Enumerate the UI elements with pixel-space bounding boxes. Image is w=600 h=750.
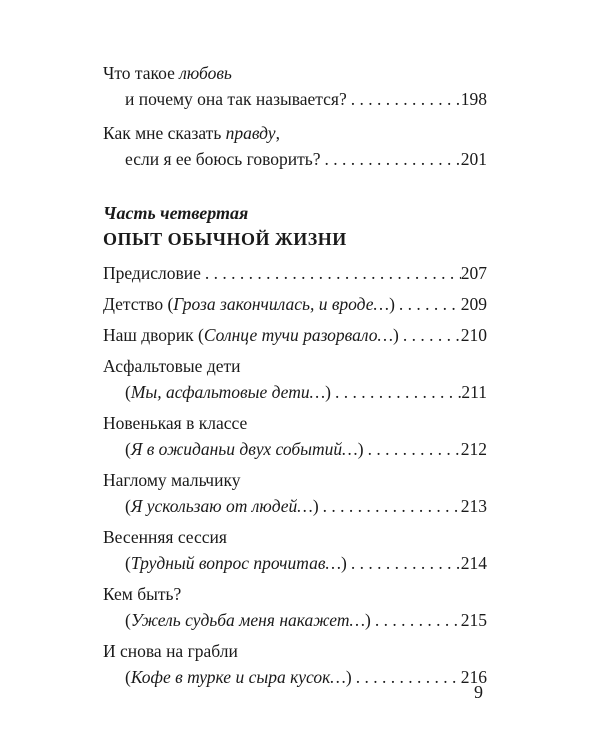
toc-entry: И снова на грабли (Кофе в турке и сыра кусок…) . . . 216 — [103, 638, 487, 690]
page-number: 211 — [461, 382, 487, 402]
page-number: 201 — [460, 149, 487, 169]
leader-dots — [399, 322, 461, 348]
page-number: 215 — [460, 610, 487, 630]
toc-entry: Наглому мальчику (Я ускользаю от людей…) . . . 213 — [103, 467, 487, 519]
leader-dots — [201, 260, 461, 286]
leader-dots — [352, 664, 461, 690]
part-title: ОПЫТ ОБЫЧНОЙ ЖИЗНИ — [103, 229, 347, 249]
toc-entry-love: Что такое любовь и почему она так называется? . . . 198 — [103, 60, 487, 112]
toc-entry: Асфальтовые дети (Мы, асфальтовые дети…) . . . 211 — [103, 353, 487, 405]
leader-dots — [347, 86, 461, 112]
page-number: 212 — [460, 439, 487, 459]
leader-dots — [321, 146, 461, 172]
toc-entry: Наш дворик (Солнце тучи разорвало…) . . . 210 — [103, 322, 487, 348]
leader-dots — [331, 379, 461, 405]
part-label: Часть четвертая — [103, 203, 249, 223]
leader-dots — [395, 291, 461, 317]
toc-entry-truth: Как мне сказать правду, если я ее боюсь говорить? . . . 201 — [103, 120, 487, 172]
folio-page-number: 9 — [474, 682, 483, 702]
leader-dots — [364, 436, 461, 462]
page-number: 198 — [460, 89, 487, 109]
table-of-contents — [103, 60, 487, 690]
page-number: 216 — [460, 667, 487, 687]
page-number: 209 — [460, 294, 487, 314]
page-number: 213 — [460, 496, 487, 516]
toc-entry: Кем быть? (Ужель судьба меня накажет…) . . . 215 — [103, 581, 487, 633]
leader-dots — [319, 493, 461, 519]
toc-entry: Новенькая в классе (Я в ожиданьи двух событий…) . . . 212 — [103, 410, 487, 462]
toc-entry: Предисловие . . . 207 — [103, 260, 487, 286]
leader-dots — [347, 550, 461, 576]
leader-dots — [371, 607, 461, 633]
toc-entry: Детство (Гроза закончилась, и вроде…) . . . 209 — [103, 291, 487, 317]
page-number: 214 — [460, 553, 487, 573]
page-number: 207 — [460, 263, 487, 283]
page-number: 210 — [460, 325, 487, 345]
toc-entry: Весенняя сессия (Трудный вопрос прочитав…) . . . 214 — [103, 524, 487, 576]
